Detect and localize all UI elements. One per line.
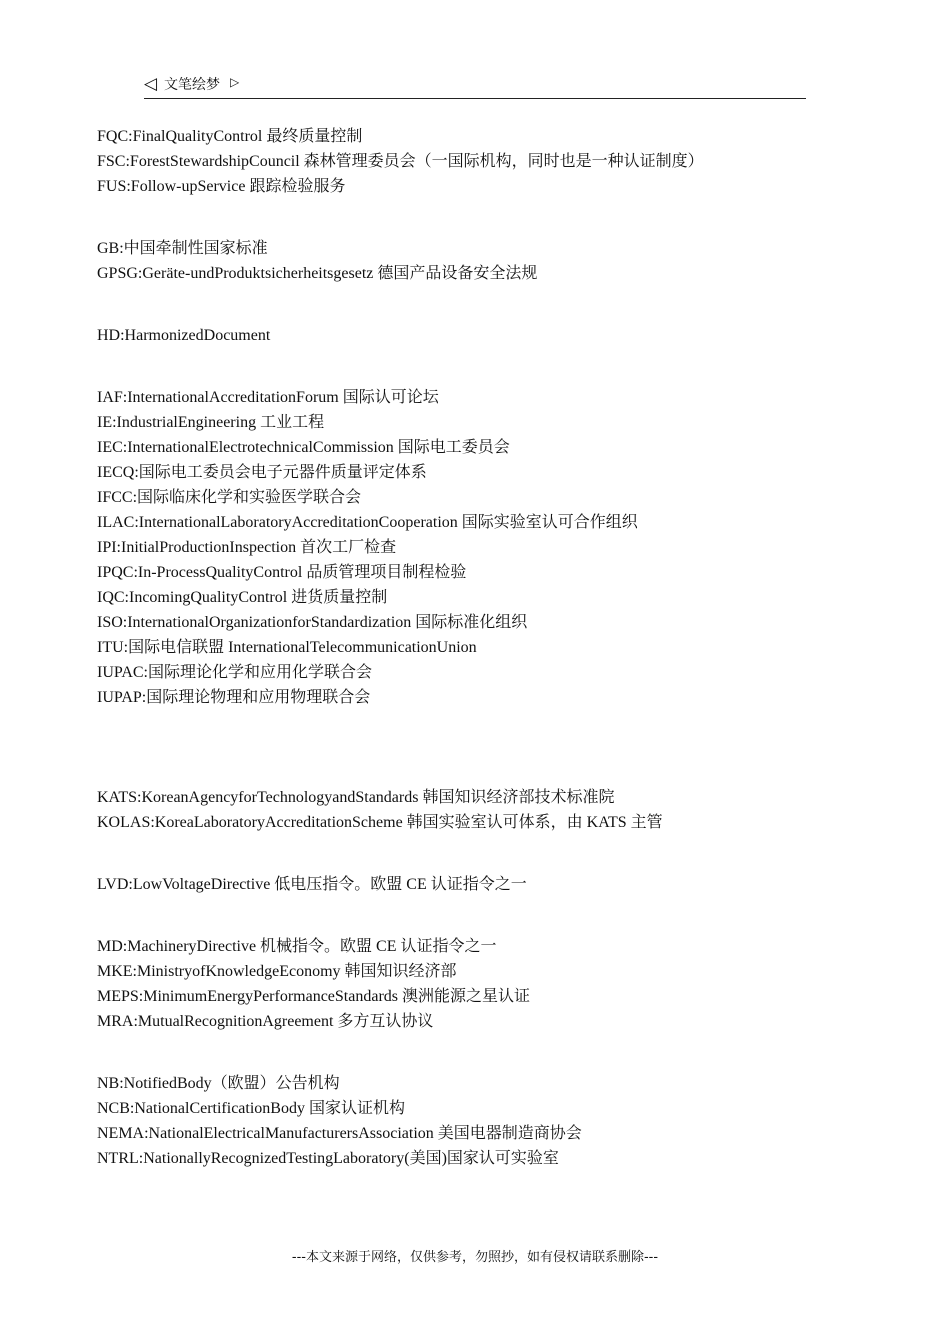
term-line: MD:MachineryDirective 机械指令。欧盟 CE 认证指令之一: [97, 938, 497, 955]
term-line: FSC:ForestStewardshipCouncil 森林管理委员会（一国际机构，同时也是一种认证制度）: [97, 153, 704, 170]
term-line: MKE:MinistryofKnowledgeEconomy 韩国知识经济部: [97, 963, 457, 980]
group-i: [97, 385, 857, 710]
term-line: LVD:LowVoltageDirective 低电压指令。欧盟 CE 认证指令之一: [97, 876, 527, 893]
term-line: HD:HarmonizedDocument: [97, 327, 271, 344]
term-line: IECQ:国际电工委员会电子元器件质量评定体系: [97, 464, 427, 481]
term-line: IFCC:国际临床化学和实验医学联合会: [97, 489, 362, 506]
group-n: [97, 1071, 857, 1171]
page-footer: ---本文来源于网络，仅供参考，勿照抄，如有侵权请联系删除---: [291, 1250, 659, 1265]
term-line: IQC:IncomingQualityControl 进货质量控制: [97, 589, 388, 606]
term-line: FQC:FinalQualityControl 最终质量控制: [97, 128, 363, 145]
term-line: GB:中国牵制性国家标准: [97, 240, 268, 257]
term-line: ITU:国际电信联盟 InternationalTelecommunicationUnion: [97, 639, 477, 656]
term-line: MEPS:MinimumEnergyPerformanceStandards 澳洲能源之星认证: [97, 988, 531, 1005]
term-line: NEMA:NationalElectricalManufacturersAssociation 美国电器制造商协会: [97, 1125, 582, 1142]
term-line: NTRL:NationallyRecognizedTestingLaboratory(美国)国家认可实验室: [97, 1150, 559, 1167]
group-h: [97, 323, 857, 348]
term-line: ISO:InternationalOrganizationforStandardization 国际标准化组织: [97, 614, 528, 631]
term-line: IPQC:In-ProcessQualityControl 品质管理项目制程检验: [97, 564, 467, 581]
group-f: [97, 124, 857, 199]
group-k: [97, 785, 857, 835]
glossary-content: [97, 124, 857, 1208]
term-line: IEC:InternationalElectrotechnicalCommission 国际电工委员会: [97, 439, 510, 456]
term-line: IAF:InternationalAccreditationForum 国际认可论坛: [97, 389, 439, 406]
group-m: [97, 934, 857, 1034]
group-g: [97, 236, 857, 286]
term-line: IPI:InitialProductionInspection 首次工厂检查: [97, 539, 397, 556]
term-line: MRA:MutualRecognitionAgreement 多方互认协议: [97, 1013, 434, 1030]
page-header: [144, 72, 806, 99]
term-line: IUPAP:国际理论物理和应用物理联合会: [97, 689, 371, 706]
header-title: 文笔绘梦: [164, 77, 220, 93]
triangle-right-icon: ▷: [230, 75, 240, 89]
term-line: FUS:Follow-upService 跟踪检验服务: [97, 178, 346, 195]
term-line: IUPAC:国际理论化学和应用化学联合会: [97, 664, 372, 681]
term-line: ILAC:InternationalLaboratoryAccreditationCooperation 国际实验室认可合作组织: [97, 514, 638, 531]
term-line: GPSG:Geräte-undProduktsicherheitsgesetz 德国产品设备安全法规: [97, 265, 538, 282]
term-line: KATS:KoreanAgencyforTechnologyandStandards 韩国知识经济部技术标准院: [97, 789, 615, 806]
term-line: KOLAS:KoreaLaboratoryAccreditationScheme 韩国实验室认可体系，由 KATS 主管: [97, 814, 663, 831]
group-l: [97, 872, 857, 897]
triangle-left-icon: ◁: [144, 74, 158, 94]
term-line: IE:IndustrialEngineering 工业工程: [97, 414, 325, 431]
term-line: NB:NotifiedBody（欧盟）公告机构: [97, 1075, 340, 1092]
term-line: NCB:NationalCertificationBody 国家认证机构: [97, 1100, 405, 1117]
